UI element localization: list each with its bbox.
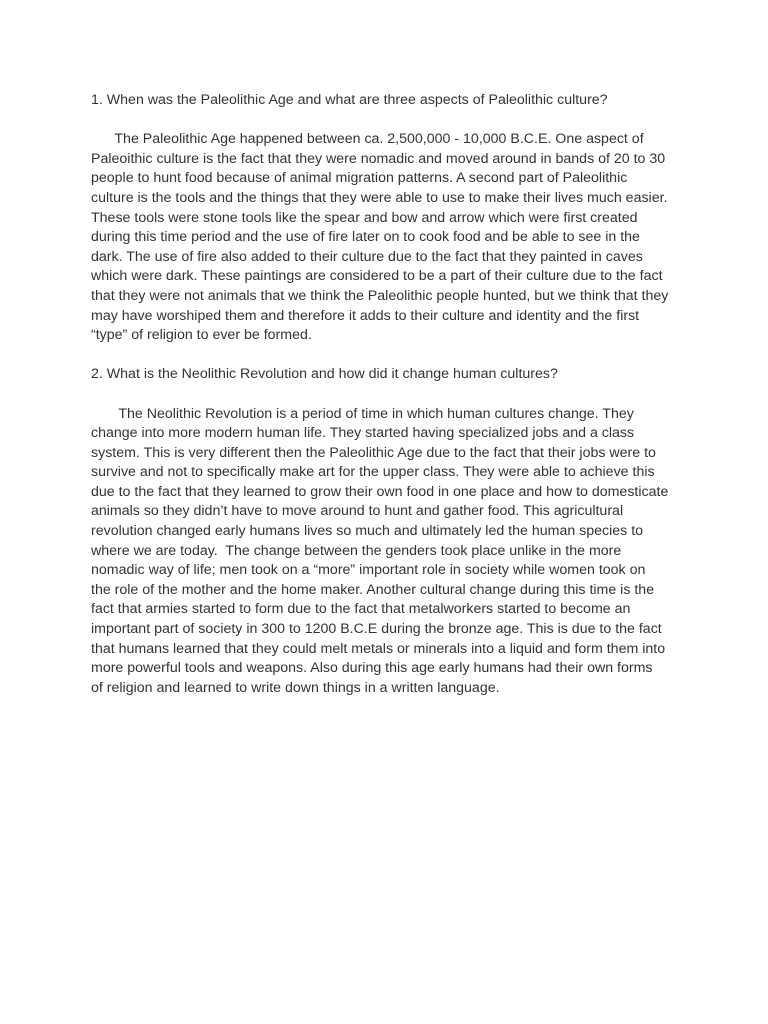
question-1: 1. When was the Paleolithic Age and what are three aspects of Paleolithic culture? [91,92,608,108]
answer-2-line: where we are today. The change between the genders took place unlike in the more [91,542,622,559]
answer-2-line: survive and not to specifically make art for the upper class. They were able to achieve this [91,464,655,481]
blank-line [91,111,691,131]
answer-2-line: more powerful tools and weapons. Also during this age early humans had their own forms [91,660,653,677]
answer-2 [91,405,691,699]
answer-2-line: The Neolithic Revolution is a period of time in which human cultures change. They [91,405,634,422]
answer-2-line: the role of the mother and the home maker. Another cultural change during this time is the [91,581,655,598]
answer-1-line: These tools were stone tools like the spear and bow and arrow which were first created [91,209,638,226]
answer-1-line: dark. The use of fire also added to their culture due to the fact that they painted in caves [91,248,643,265]
answer-2-line: important part of society in 300 to 1200 B.C.E during the bronze age. This is due to the fact [91,621,662,638]
answer-1-line: during this time period and the use of fire later on to cook food and be able to see in the [91,229,640,246]
answer-2-line: due to the fact that they learned to grow their own food in one place and how to domesticate [91,483,669,500]
answer-2-line: of religion and learned to write down things in a written language. [91,679,500,696]
answer-1-line: may have worshiped them and therefore it adds to their culture and identity and the first [91,307,640,324]
answer-1-line: The Paleolithic Age happened between ca. 2,500,000 - 10,000 B.C.E. One aspect of [91,131,644,148]
answer-2-line: that humans learned that they could melt metals or minerals into a liquid and form them into [91,640,666,657]
answer-1-line: that they were not animals that we think the Paleolithic people hunted, but we think that they [91,287,669,304]
answer-1-line: “type” of religion to ever be formed. [91,327,312,344]
answer-2-line: animals so they didn’t have to move around to hunt and gather food. This agricultural [91,503,624,520]
answer-1-line: which were dark. These paintings are considered to be a part of their culture due to the fact [91,268,663,285]
answer-1-line: culture is the tools and the things that they were able to use to make their lives much easier. [91,189,668,206]
blank-line [91,346,691,366]
question-2: 2. What is the Neolithic Revolution and how did it change human cultures? [91,366,558,383]
answer-1-line: people to hunt food because of animal migration patterns. A second part of Paleolithic [91,170,628,187]
answer-1 [91,130,691,346]
answer-2-line: revolution changed early humans lives so much and ultimately led the human species to [91,523,644,540]
answer-2-line: fact that armies started to form due to the fact that metalworkers started to become an [91,601,631,618]
blank-line [91,385,691,405]
answer-2-line: nomadic way of life; men took on a “more” important role in society while women took on [91,562,646,579]
answer-2-line: system. This is very different then the Paleolithic Age due to the fact that their jobs were to [91,444,656,461]
answer-2-line: change into more modern human life. They started having specialized jobs and a class [91,425,635,442]
answer-1-line: Paleoithic culture is the fact that they were nomadic and moved around in bands of 20 to 30 [91,150,666,167]
document-body [91,91,691,698]
